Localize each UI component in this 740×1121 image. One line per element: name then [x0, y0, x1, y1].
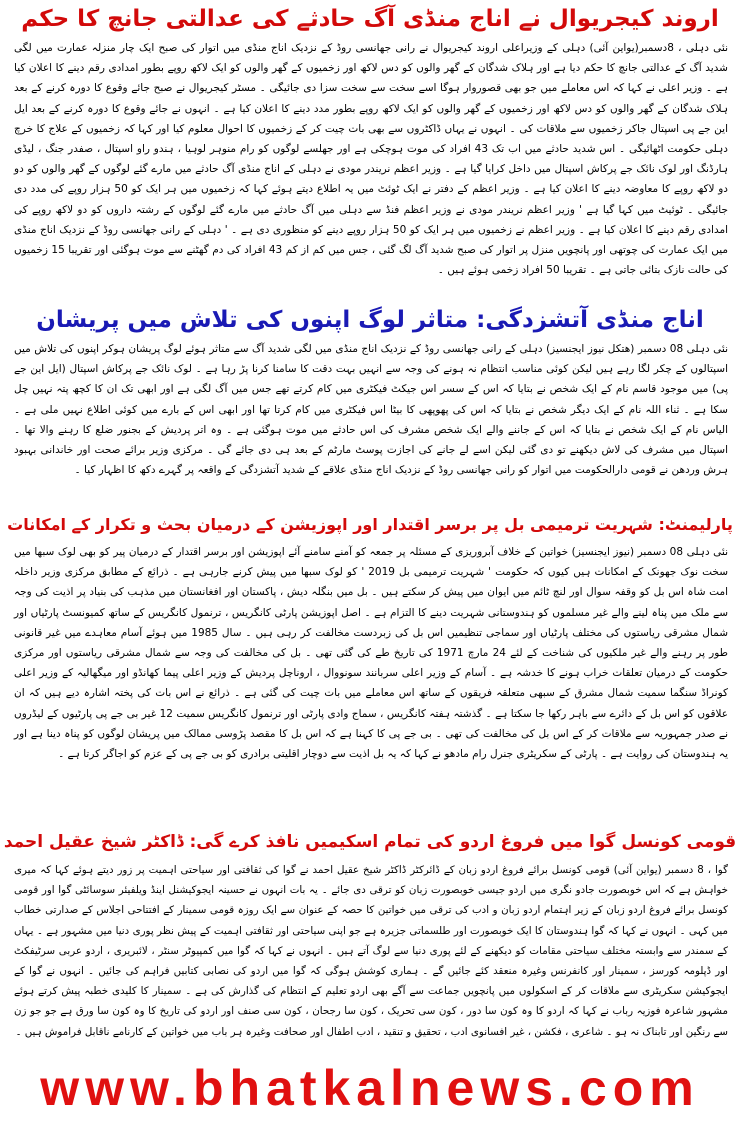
article-body: نئی دہلی 08 دسمبر (ھتکل نیوز ایجنسیز) دہلی کے رانی جھانسی روڈ کے نزدیک اناج منڈی میں لگی شدید آگ سے متاثر ہوئے لوگ پریشان ہوکر اپنوں کی تلاش میں اسپتالوں کے چکر لگا رہے ہیں لیکن کوئی مناسب انتظام نہ ہونے کی وجہ سے انہیں بہت دقت کا سامنا کرنا پڑ رہا ہے ۔ لوک نائک جے پرکاش اسپتال (ایل این جے پی) میں موجود قاسم نام کے ایک شخص نے بتایا کہ اس کے سسر اس جیکٹ فیکٹری میں کام کرتے تھے جس میں آگ لگی ہے اور ابھی تک ان کا کچھ پتہ نہیں چل سکا ہے ۔ ثناء اللہ نام کے ایک دیگر شخص نے بتایا کہ اس کی پھوپھی کا بیٹا اس فیکٹری میں کام کرتا تھا اور ابھی اس کے بارے میں کوئی اطلاع نہیں ملی ہے ۔ الیاس نام کے ایک شخص نے بتایا کہ اس کے جاننے والے ایک شخص مشرف کی اس حادثے میں موت ہوگئی ہے ۔ وہ اتر پردیش کے بجنور ضلع کا رہنے والا تھا ۔ اسپتال میں مشرف کی لاش دیکھنے تو دی گئی لیکن اسے لے جانے کی اجازت پوسٹ مارٹم کے بعد ہی دی جائے گی ۔ مرکزی وزیر برائے صحت اور خاندانی بہبود ہرش وردھن نے قومی دارالحکومت میں اتوار کو رانی جھانسی روڈ کے نزدیک اناج منڈی علاقے کے شدید آتشزدگی کے واقعہ پر گہرے دکھ کا اظہار کیا ۔: [14, 343, 729, 477]
site-footer: [0, 1058, 740, 1118]
article-urdu-council-goa: [0, 826, 740, 1052]
article-citizenship-bill: [0, 510, 740, 818]
article-body: گوا ، 8 دسمبر (یواین آئی) قومی کونسل برائے فروغ اردو زبان کے ڈائرکٹر ڈاکٹر شیخ عقیل احمد نے گوا کی ثقافتی اور سیاحتی اہمیت پر زور دیتے ہوئے کہا کہ میری خواہش ہے کہ اس خوبصورت جادو نگری میں اردو جیسی خوبصورت زبان کو ترقی دی جائے ۔ یہ بات انہوں نے حسینہ ایجوکیشنل اینڈ ویلفیئر سوسائٹی گوا اور قومی کونسل برائے فروغ اردو زبان کے زیر اہتمام اردو زبان و ادب کی ترقی میں خواتین کا حصہ کے عنوان سے ایک روزہ قومی سمینار کے افتتاحی اجلاس کے صدارتی خطاب میں کہی ۔ انہوں نے کہا کہ گوا ہندوستان کا ایک خوبصورت اور طلسماتی جزیرہ ہے جو اپنی سیاحتی اور ثقافتی اہمیت کے پیش نظر پوری دنیا میں مشہور ہے ۔ یہاں کے سمندر سے وابستہ مختلف سیاحتی مقامات کو دیکھنے کے لئے پوری دنیا سے لوگ آتے ہیں ۔ انہوں نے کہا کہ گوا میں کمپیوٹر سنٹر ، لائبریری ، اردو عربی سرٹیفکٹ اور ڈپلومہ کورسز ، سمینار اور کانفرنس وغیرہ منعقد کئے جائیں گے ۔ ہماری کوشش ہوگی کہ گوا میں اردو کی نصابی کتابیں فراہم کی جائیں ۔ انہوں نے گوا کے ایجوکیشن سکریٹری سے ملاقات کر کے اسکولوں میں پانچویں جماعت سے آگے بھی اردو تعلیم کے انتظام کی گذارش کی ہے ۔ سمینار کا کلیدی خطبہ پیش کرتے ہوئے مشہور شاعرہ فوزیہ رباب نے کہا کہ اردو کا وہ کون سا دور ، کون سی تحریک ، کون سا رجحان ، کون سی صنف اور اردو کی تاریخ کا وہ کون سا ورق ہے جو جو زن سے رنگین اور تابناک نہ ہو ۔ شاعری ، فکشن ، غیر افسانوی ادب ، تحقیق و تنقید ، ادب اطفال اور صحافت وغیرہ ہر باب میں خواتین کے کارنامے ناقابل فراموش ہیں ۔: [14, 864, 728, 1038]
article-body: نئی دہلی ، 8دسمبر(یواین آئی) دہلی کے وزیراعلی اروند کیجریوال نے رانی جھانسی روڈ کے نزدیک اناج منڈی میں اتوار کی صبح ایک چار منزلہ عمارت میں لگی شدید آگ کے عدالتی جانچ کا حکم دیا ہے اور ہلاک شدگان کے گھر والوں کو دس لاکھ اور زخمیوں کے گھر والوں کو ایک لاکھ روپے بطور امدادی رقم دینے کا اعلان کیا ہے ۔ وزیر اعلی نے کہا کہ اس معاملے میں جو بھی قصوروار ہوگا اسے سخت سے سخت سزا دی جائیگی ۔ مسٹر کیجریوال نے صبح جائے وقوع کا دورہ کرنے کے بعد ہلاک شدگان کے گھر والوں کو دس لاکھ اور زخمیوں کے گھر والوں کو ایک لاکھ روپے بطور مدد دینے کا اعلان کیا ہے ۔ انہوں نے جائے وقوع کا دورہ کرنے کے بعد ایل این جے پی اسپتال جاکر زخمیوں سے ملاقات کی ۔ انہوں نے یہاں ڈاکٹروں سے بھی بات چیت کر کے زخمیوں کا احوال معلوم کیا اور کہا کہ زخمیوں کے علاج کا خرچ دہلی حکومت اٹھائیگی ۔ اس شدید حادثے میں اب تک 43 افراد کی موت ہوچکی ہے اور جھلسے لوگوں کو رام منوہر لوہیا ، ہندو راو اسپتال ، صفدر جنگ ، لیڈی ہارڈنگ اور لوک نائک جے پرکاش اسپتال میں داخل کرایا گیا ہے ۔ وزیر اعظم نریندر مودی نے دہلی کے اناج منڈی آگ حادثے میں مارے گئے لوگوں کے گھر والوں کو دو دو لاکھ روپے کا معاوضہ دینے کا اعلان کیا ہے ۔ وزیر اعظم کے دفتر نے ایک ٹوئٹ میں یہ اطلاع دیتے ہوئے کہا کہ زخمیوں میں ہر ایک کو 50 ہزار روپے کی مدد دی جائیگی ۔ ٹوئیٹ میں کہا گیا ہے ' وزیر اعظم نریندر مودی نے وزیر اعظم فنڈ سے دہلی میں آگ حادثے میں مارے گئے لوگوں کے رشتہ داروں کو دو لاکھ روپے کی امدادی رقم دینے کا اعلان کیا ہے ۔ وزیر اعظم نے زخمیوں میں ہر ایک کو 50 ہزار روپے دینے کو منظوری دی ہے ۔ ' دہلی کے رانی جھانسی روڈ کے نزدیک اناج منڈی میں ایک عمارت کی چوتھی اور پانچویں منزل پر اتوار کی صبح شدید آگ لگ گئی ، جس میں کم از کم 43 افراد کی دم گھٹنے سے موت ہوگئی اور تقریبا 15 زخمیوں کی حالت نازک بتائی جاتی ہے ۔ تقریبا 50 افراد زخمی ہوئے ہیں ۔: [14, 42, 728, 277]
article-headline: اناج منڈی آتشزدگی: متاثر لوگ اپنوں کی تلاش میں پریشان: [36, 307, 704, 333]
site-url[interactable]: www.bhatkalnews.com: [40, 1060, 700, 1116]
article-headline: قومی کونسل گوا میں فروغ اردو کی تمام اسکیمیں نافذ کرے گی: ڈاکٹر شیخ عقیل احمد: [3, 832, 737, 852]
article-headline: اروند کیجریوال نے اناج منڈی آگ حادثے کی عدالتی جانچ کا حکم: [21, 6, 719, 32]
article-body: نئی دہلی 08 دسمبر (نیوز ایجنسیز) خواتین کے خلاف آبروریزی کے مسئلہ پر جمعہ کو آمنے سامنے آئے اپوزیشن اور برسر اقتدار کے درمیان پیر کو بھی لوک سبھا میں سخت نوک جھونک کے امکانات ہیں کیوں کہ حکومت ' شہریت ترمیمی بل 2019 ' کو لوک سبھا میں پیش کرنے جارہی ہے ۔ ذرائع کے مطابق مرکزی وزیر داخلہ امت شاہ اس بل کو وقفہ سوال اور لنچ ٹائم میں ایوان میں پیش کر سکتے ہیں ۔ بل میں بنگلہ دیش ، پاکستان اور افغانستان میں مذہب کی بنیاد پر اذیت کی وجہ سے ملک میں پناہ لینے والے غیر مسلموں کو ہندوستانی شہریت دینے کا التزام ہے ۔ اصل اپوزیشن پارٹی کانگریس ، ترنمول کانگریس کے ساتھ کمیونسٹ پارٹیاں اور شمال مشرقی ریاستوں کی مختلف پارٹیاں اور سماجی تنظیمیں اس بل کی زبردست مخالفت کر رہی ہیں ۔ سال 1985 میں ہوئے آسام معاہدے میں غیر قانونی طور پر رہنے والے غیر ملکیوں کی شناخت کے لئے 24 مارچ 1971 کی تاریخ طے کی گئی تھی ۔ بل کی مخالفت کی وجہ سے شمال مشرقی ریاستوں اور مرکزی حکومت کے درمیان تعلقات خراب ہونے کا خدشہ ہے ۔ آسام کے وزیر اعلی سربانند سونووال ، اروناچل پردیش کے وزیر اعلی پیما کھانڈو اور میگھالیہ کے وزیر اعلی کونراڈ سنگما سمیت شمال مشرق کے سبھی متعلقہ فریقوں کے ساتھ اس معاملے میں بات چیت کی گئی ہے ۔ ذرائع نے اس بات کی پختہ اشارہ دیے ہیں کہ ان علاقوں کو اس بل کے دائرے سے باہر رکھا جا سکتا ہے ۔ گذشتہ ہفتہ کانگریس ، سماج وادی پارٹی اور ترنمول کانگریس سمیت 12 غیر بی جے پی پارٹیوں کے لیڈروں نے صدر جمہوریہ سے ملاقات کر کے اس بل کی مخالفت کی تھی ۔ بی جے پی کا کہنا ہے کہ اس بل کا مقصد پڑوسی ممالک میں پریشان لوگوں کو پناہ دینا ہے اور یہ ہندوستان کی روایت ہے ۔ پارٹی کے سکریٹری جنرل رام مادھو نے کہا کہ یہ بل اذیت سے دوچار اقلیتی برادری کو بی جے پی کے عزم کو اجاگر کرتا ہے ۔: [14, 546, 729, 761]
article-anaj-mandi-fire: [0, 303, 740, 506]
article-kejriwal-inquiry: [0, 2, 740, 295]
article-headline: پارلیمنٹ: شہریت ترمیمی بل پر برسر اقتدار اور اپوزیشن کے درمیان بحث و تکرار کے امکانات: [7, 515, 733, 534]
